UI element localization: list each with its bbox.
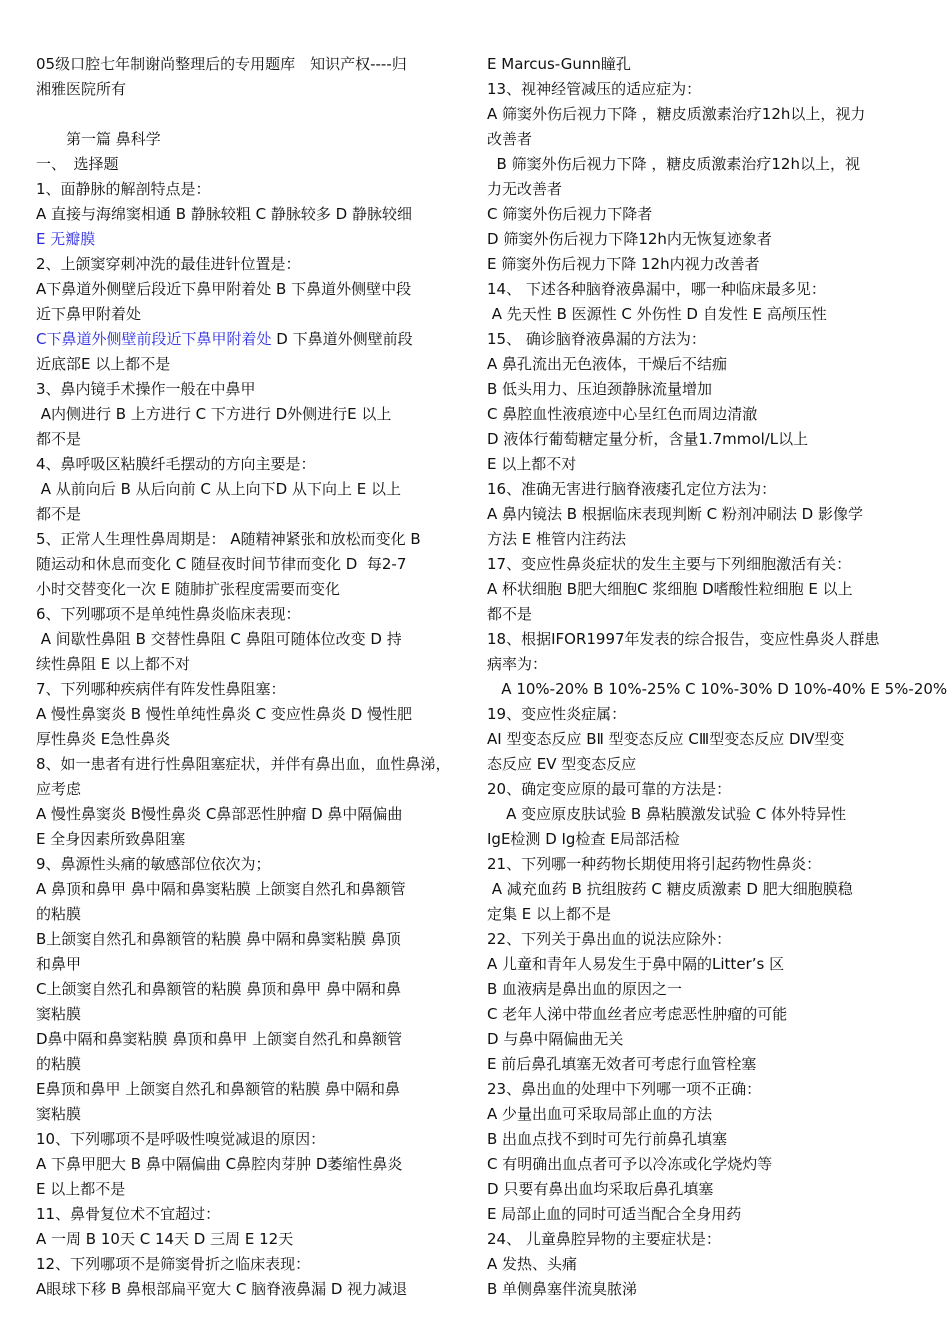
question-line bbox=[36, 1252, 468, 1277]
highlighted-text: E 无瓣膜 bbox=[36, 230, 96, 248]
question-line bbox=[36, 202, 468, 227]
question-line bbox=[36, 552, 468, 577]
left-column-body bbox=[36, 177, 468, 1302]
line-text: 近底部E 以上都不是 bbox=[36, 355, 171, 373]
line-text: A 慢性鼻窦炎 B 慢性单纯性鼻炎 C 变应性鼻炎 D 慢性肥 bbox=[36, 705, 412, 723]
question-line: 21、下列哪一种药物长期使用将引起药物性鼻炎： bbox=[487, 855, 822, 873]
question-line bbox=[36, 827, 468, 852]
question-line bbox=[36, 477, 468, 502]
header-line-1: 05级口腔七年制谢尚整理后的专用题库 知识产权----归 bbox=[36, 55, 407, 73]
question-line bbox=[36, 377, 468, 402]
question-line bbox=[36, 227, 468, 252]
question-line: 14、 下述各种脑脊液鼻漏中，哪一种临床最多见： bbox=[487, 280, 826, 298]
question-line: 态反应 EⅤ 型变态反应 bbox=[487, 755, 637, 773]
question-line: C 筛窦外伤后视力下降者 bbox=[487, 205, 653, 223]
question-line bbox=[36, 852, 468, 877]
question-line: D 只要有鼻出血均采取后鼻孔填塞 bbox=[487, 1180, 714, 1198]
question-line: E 前后鼻孔填塞无效者可考虑行血管栓塞 bbox=[487, 1055, 757, 1073]
question-line: C 有明确出血点者可予以冷冻或化学烧灼等 bbox=[487, 1155, 773, 1173]
line-text: A下鼻道外侧壁后段近下鼻甲附着处 B 下鼻道外侧壁中段 bbox=[36, 280, 412, 298]
line-text: 2、上颌窦穿刺冲洗的最佳进针位置是： bbox=[36, 255, 301, 273]
question-line: A 儿童和青年人易发生于鼻中隔的Litter’s 区 bbox=[487, 955, 785, 973]
question-line bbox=[36, 702, 468, 727]
question-line bbox=[36, 427, 468, 452]
question-line: 24、 儿童鼻腔异物的主要症状是： bbox=[487, 1230, 721, 1248]
question-line: 13、视神经管减压的适应症为： bbox=[487, 80, 702, 98]
line-text: A眼球下移 B 鼻根部扁平宽大 C 脑脊液鼻漏 D 视力减退 bbox=[36, 1280, 408, 1298]
question-line: 17、变应性鼻炎症状的发生主要与下列细胞激活有关： bbox=[487, 555, 852, 573]
question-line: 方法 E 椎管内注药法 bbox=[487, 530, 627, 548]
line-text: 11、鼻骨复位术不宜超过： bbox=[36, 1205, 221, 1223]
line-text: D 下鼻道外侧壁前段 bbox=[271, 330, 413, 348]
question-line bbox=[36, 1077, 468, 1102]
line-text: 都不是 bbox=[36, 505, 82, 523]
line-text: 12、下列哪项不是筛窦骨折之临床表现： bbox=[36, 1255, 311, 1273]
highlighted-text: C下鼻道外侧壁前段近下鼻甲附着处 bbox=[36, 330, 272, 348]
line-text: B上颌窦自然孔和鼻额管的粘膜 鼻中隔和鼻窦粘膜 鼻顶 bbox=[36, 930, 401, 948]
question-line bbox=[36, 527, 468, 552]
question-line bbox=[36, 1127, 468, 1152]
question-line: A 杯状细胞 B肥大细胞C 浆细胞 D嗜酸性粒细胞 E 以上 bbox=[487, 580, 853, 598]
line-text: E 以上都不是 bbox=[36, 1180, 126, 1198]
line-text: A 鼻顶和鼻甲 鼻中隔和鼻窦粘膜 上颌窦自然孔和鼻额管 bbox=[36, 880, 406, 898]
line-text: C上颌窦自然孔和鼻额管的粘膜 鼻顶和鼻甲 鼻中隔和鼻 bbox=[36, 980, 402, 998]
question-line: D 筛窦外伤后视力下降12h内无恢复迹象者 bbox=[487, 230, 772, 248]
line-text: D鼻中隔和鼻窦粘膜 鼻顶和鼻甲 上颌窦自然孔和鼻额管 bbox=[36, 1030, 403, 1048]
line-text: 随运动和休息而变化 C 随昼夜时间节律而变化 D 每2-7 bbox=[36, 555, 407, 573]
right-column bbox=[487, 52, 948, 1302]
question-line bbox=[36, 327, 468, 352]
question-line: C 老年人涕中带血丝者应考虑恶性肿瘤的可能 bbox=[487, 1005, 788, 1023]
question-line: A 减充血药 B 抗组胺药 C 糖皮质激素 D 肥大细胞膜稳 bbox=[487, 880, 853, 898]
question-line bbox=[36, 627, 468, 652]
question-line bbox=[36, 1002, 468, 1027]
question-line: 定集 E 以上都不是 bbox=[487, 905, 612, 923]
question-line: 都不是 bbox=[487, 605, 533, 623]
line-text: 10、下列哪项不是呼吸性嗅觉减退的原因： bbox=[36, 1130, 326, 1148]
question-line bbox=[36, 1102, 468, 1127]
line-text: 4、鼻呼吸区粘膜纤毛摆动的方向主要是： bbox=[36, 455, 316, 473]
question-line bbox=[36, 952, 468, 977]
line-text: 和鼻甲 bbox=[36, 955, 82, 973]
header-line-2: 湘雅医院所有 bbox=[36, 80, 127, 98]
question-line bbox=[36, 502, 468, 527]
question-line bbox=[36, 1202, 468, 1227]
right-column-body bbox=[487, 52, 948, 1302]
line-text: A 一周 B 10天 C 14天 D 三周 E 12天 bbox=[36, 1230, 294, 1248]
line-text: A 下鼻甲肥大 B 鼻中隔偏曲 C鼻腔肉芽肿 D萎缩性鼻炎 bbox=[36, 1155, 403, 1173]
line-text: 8、如一患者有进行性鼻阻塞症状，并伴有鼻出血，血性鼻涕， bbox=[36, 755, 451, 773]
line-text: 续性鼻阻 E 以上都不对 bbox=[36, 655, 191, 673]
question-line: 改善者 bbox=[487, 130, 533, 148]
question-line bbox=[36, 1277, 468, 1302]
line-text: 都不是 bbox=[36, 430, 82, 448]
line-text: E 全身因素所致鼻阻塞 bbox=[36, 830, 186, 848]
question-line: A 先天性 B 医源性 C 外伤性 D 自发性 E 高颅压性 bbox=[487, 305, 827, 323]
line-text: 窦粘膜 bbox=[36, 1105, 82, 1123]
line-text: 9、鼻源性头痛的敏感部位依次为； bbox=[36, 855, 271, 873]
part-title: 第一篇 鼻科学 bbox=[36, 130, 161, 148]
line-text: E鼻顶和鼻甲 上颌窦自然孔和鼻额管的粘膜 鼻中隔和鼻 bbox=[36, 1080, 401, 1098]
question-line bbox=[36, 927, 468, 952]
question-line: 15、 确诊脑脊液鼻漏的方法为： bbox=[487, 330, 706, 348]
line-text: A 直接与海绵窦相通 B 静脉较粗 C 静脉较多 D 静脉较细 bbox=[36, 205, 412, 223]
question-line: A 变应原皮肤试验 B 鼻粘膜激发试验 C 体外特异性 bbox=[487, 805, 846, 823]
section-heading: 一、 选择题 bbox=[36, 155, 119, 173]
line-text: A 间歇性鼻阻 B 交替性鼻阻 C 鼻阻可随体位改变 D 持 bbox=[36, 630, 402, 648]
question-line: B 单侧鼻塞伴流臭脓涕 bbox=[487, 1280, 638, 1298]
question-line bbox=[36, 452, 468, 477]
question-line: C 鼻腔血性液痕迹中心呈红色而周边清澈 bbox=[487, 405, 758, 423]
question-line bbox=[36, 602, 468, 627]
blank-line bbox=[36, 102, 468, 127]
line-text: A 从前向后 B 从后向前 C 从上向下D 从下向上 E 以上 bbox=[36, 480, 401, 498]
question-line: 22、下列关于鼻出血的说法应除外： bbox=[487, 930, 732, 948]
question-line: B 血液病是鼻出血的原因之一 bbox=[487, 980, 683, 998]
question-line: 力无改善者 bbox=[487, 180, 563, 198]
question-line: 19、变应性炎症属： bbox=[487, 705, 627, 723]
question-line: E Marcus-Gunn瞳孔 bbox=[487, 55, 631, 73]
question-line: IgE检测 D Ig检查 E局部活检 bbox=[487, 830, 680, 848]
question-line bbox=[36, 1227, 468, 1252]
question-line: 18、根据IFOR1997年发表的综合报告，变应性鼻炎人群患 bbox=[487, 630, 880, 648]
question-line bbox=[36, 177, 468, 202]
line-text: A 慢性鼻窦炎 B慢性鼻炎 C鼻部恶性肿瘤 D 鼻中隔偏曲 bbox=[36, 805, 403, 823]
question-line bbox=[36, 1027, 468, 1052]
question-line: 16、准确无害进行脑脊液瘘孔定位方法为： bbox=[487, 480, 777, 498]
question-line: B 筛窦外伤后视力下降 ，糖皮质激素治疗12h以上，视 bbox=[487, 155, 860, 173]
question-line: A 筛窦外伤后视力下降 ，糖皮质激素治疗12h以上，视力 bbox=[487, 105, 866, 123]
question-line bbox=[36, 577, 468, 602]
question-line bbox=[36, 677, 468, 702]
question-line bbox=[36, 727, 468, 752]
line-text: 的粘膜 bbox=[36, 1055, 82, 1073]
question-line: A 少量出血可采取局部止血的方法 bbox=[487, 1105, 713, 1123]
line-text: 应考虑 bbox=[36, 780, 82, 798]
question-line: E 局部止血的同时可适当配合全身用药 bbox=[487, 1205, 742, 1223]
question-line: B 低头用力、压迫颈静脉流量增加 bbox=[487, 380, 713, 398]
question-line: A 鼻孔流出无色液体，干燥后不结痂 bbox=[487, 355, 728, 373]
question-line: E 以上都不对 bbox=[487, 455, 577, 473]
question-line bbox=[36, 352, 468, 377]
question-line bbox=[36, 402, 468, 427]
line-text: A内侧进行 B 上方进行 C 下方进行 D外侧进行E 以上 bbox=[36, 405, 392, 423]
question-line bbox=[36, 277, 468, 302]
line-text: 窦粘膜 bbox=[36, 1005, 82, 1023]
left-column bbox=[36, 52, 468, 1302]
question-line bbox=[36, 752, 468, 777]
question-line: A 10%-20% B 10%-25% C 10%-30% D 10%-40% E 5%-20% bbox=[487, 680, 948, 698]
line-text: 厚性鼻炎 E急性鼻炎 bbox=[36, 730, 171, 748]
line-text: 小时交替变化一次 E 随肺扩张程度需要而变化 bbox=[36, 580, 341, 598]
question-line bbox=[36, 252, 468, 277]
question-line: B 出血点找不到时可先行前鼻孔填塞 bbox=[487, 1130, 728, 1148]
line-text: 6、下列哪项不是单纯性鼻炎临床表现： bbox=[36, 605, 301, 623]
question-line: A 鼻内镜法 B 根据临床表现判断 C 粉剂冲刷法 D 影像学 bbox=[487, 505, 863, 523]
question-line: E 筛窦外伤后视力下降 12h内视力改善者 bbox=[487, 255, 760, 273]
line-text: 5、正常人生理性鼻周期是： A随精神紧张和放松而变化 B bbox=[36, 530, 421, 548]
line-text: 近下鼻甲附着处 bbox=[36, 305, 142, 323]
question-line bbox=[36, 877, 468, 902]
question-line: 20、确定变应原的最可靠的方法是： bbox=[487, 780, 732, 798]
question-line: AⅠ 型变态反应 BⅡ 型变态反应 CⅢ型变态反应 DⅣ型变 bbox=[487, 730, 845, 748]
question-line bbox=[36, 1052, 468, 1077]
line-text: 3、鼻内镜手术操作一般在中鼻甲 bbox=[36, 380, 256, 398]
question-line bbox=[36, 1177, 468, 1202]
question-line bbox=[36, 902, 468, 927]
question-line: 病率为： bbox=[487, 655, 548, 673]
question-line bbox=[36, 302, 468, 327]
line-text: 1、面静脉的解剖特点是： bbox=[36, 180, 211, 198]
question-line bbox=[36, 1152, 468, 1177]
question-line bbox=[36, 802, 468, 827]
line-text: 7、下列哪种疾病伴有阵发性鼻阻塞： bbox=[36, 680, 286, 698]
question-line bbox=[36, 652, 468, 677]
question-line: 23、鼻出血的处理中下列哪一项不正确： bbox=[487, 1080, 762, 1098]
question-line: D 与鼻中隔偏曲无关 bbox=[487, 1030, 624, 1048]
question-line bbox=[36, 977, 468, 1002]
line-text: 的粘膜 bbox=[36, 905, 82, 923]
question-line bbox=[36, 777, 468, 802]
question-line: A 发热、头痛 bbox=[487, 1255, 578, 1273]
question-line: D 液体行葡萄糖定量分析，含量1.7mmol/L以上 bbox=[487, 430, 809, 448]
